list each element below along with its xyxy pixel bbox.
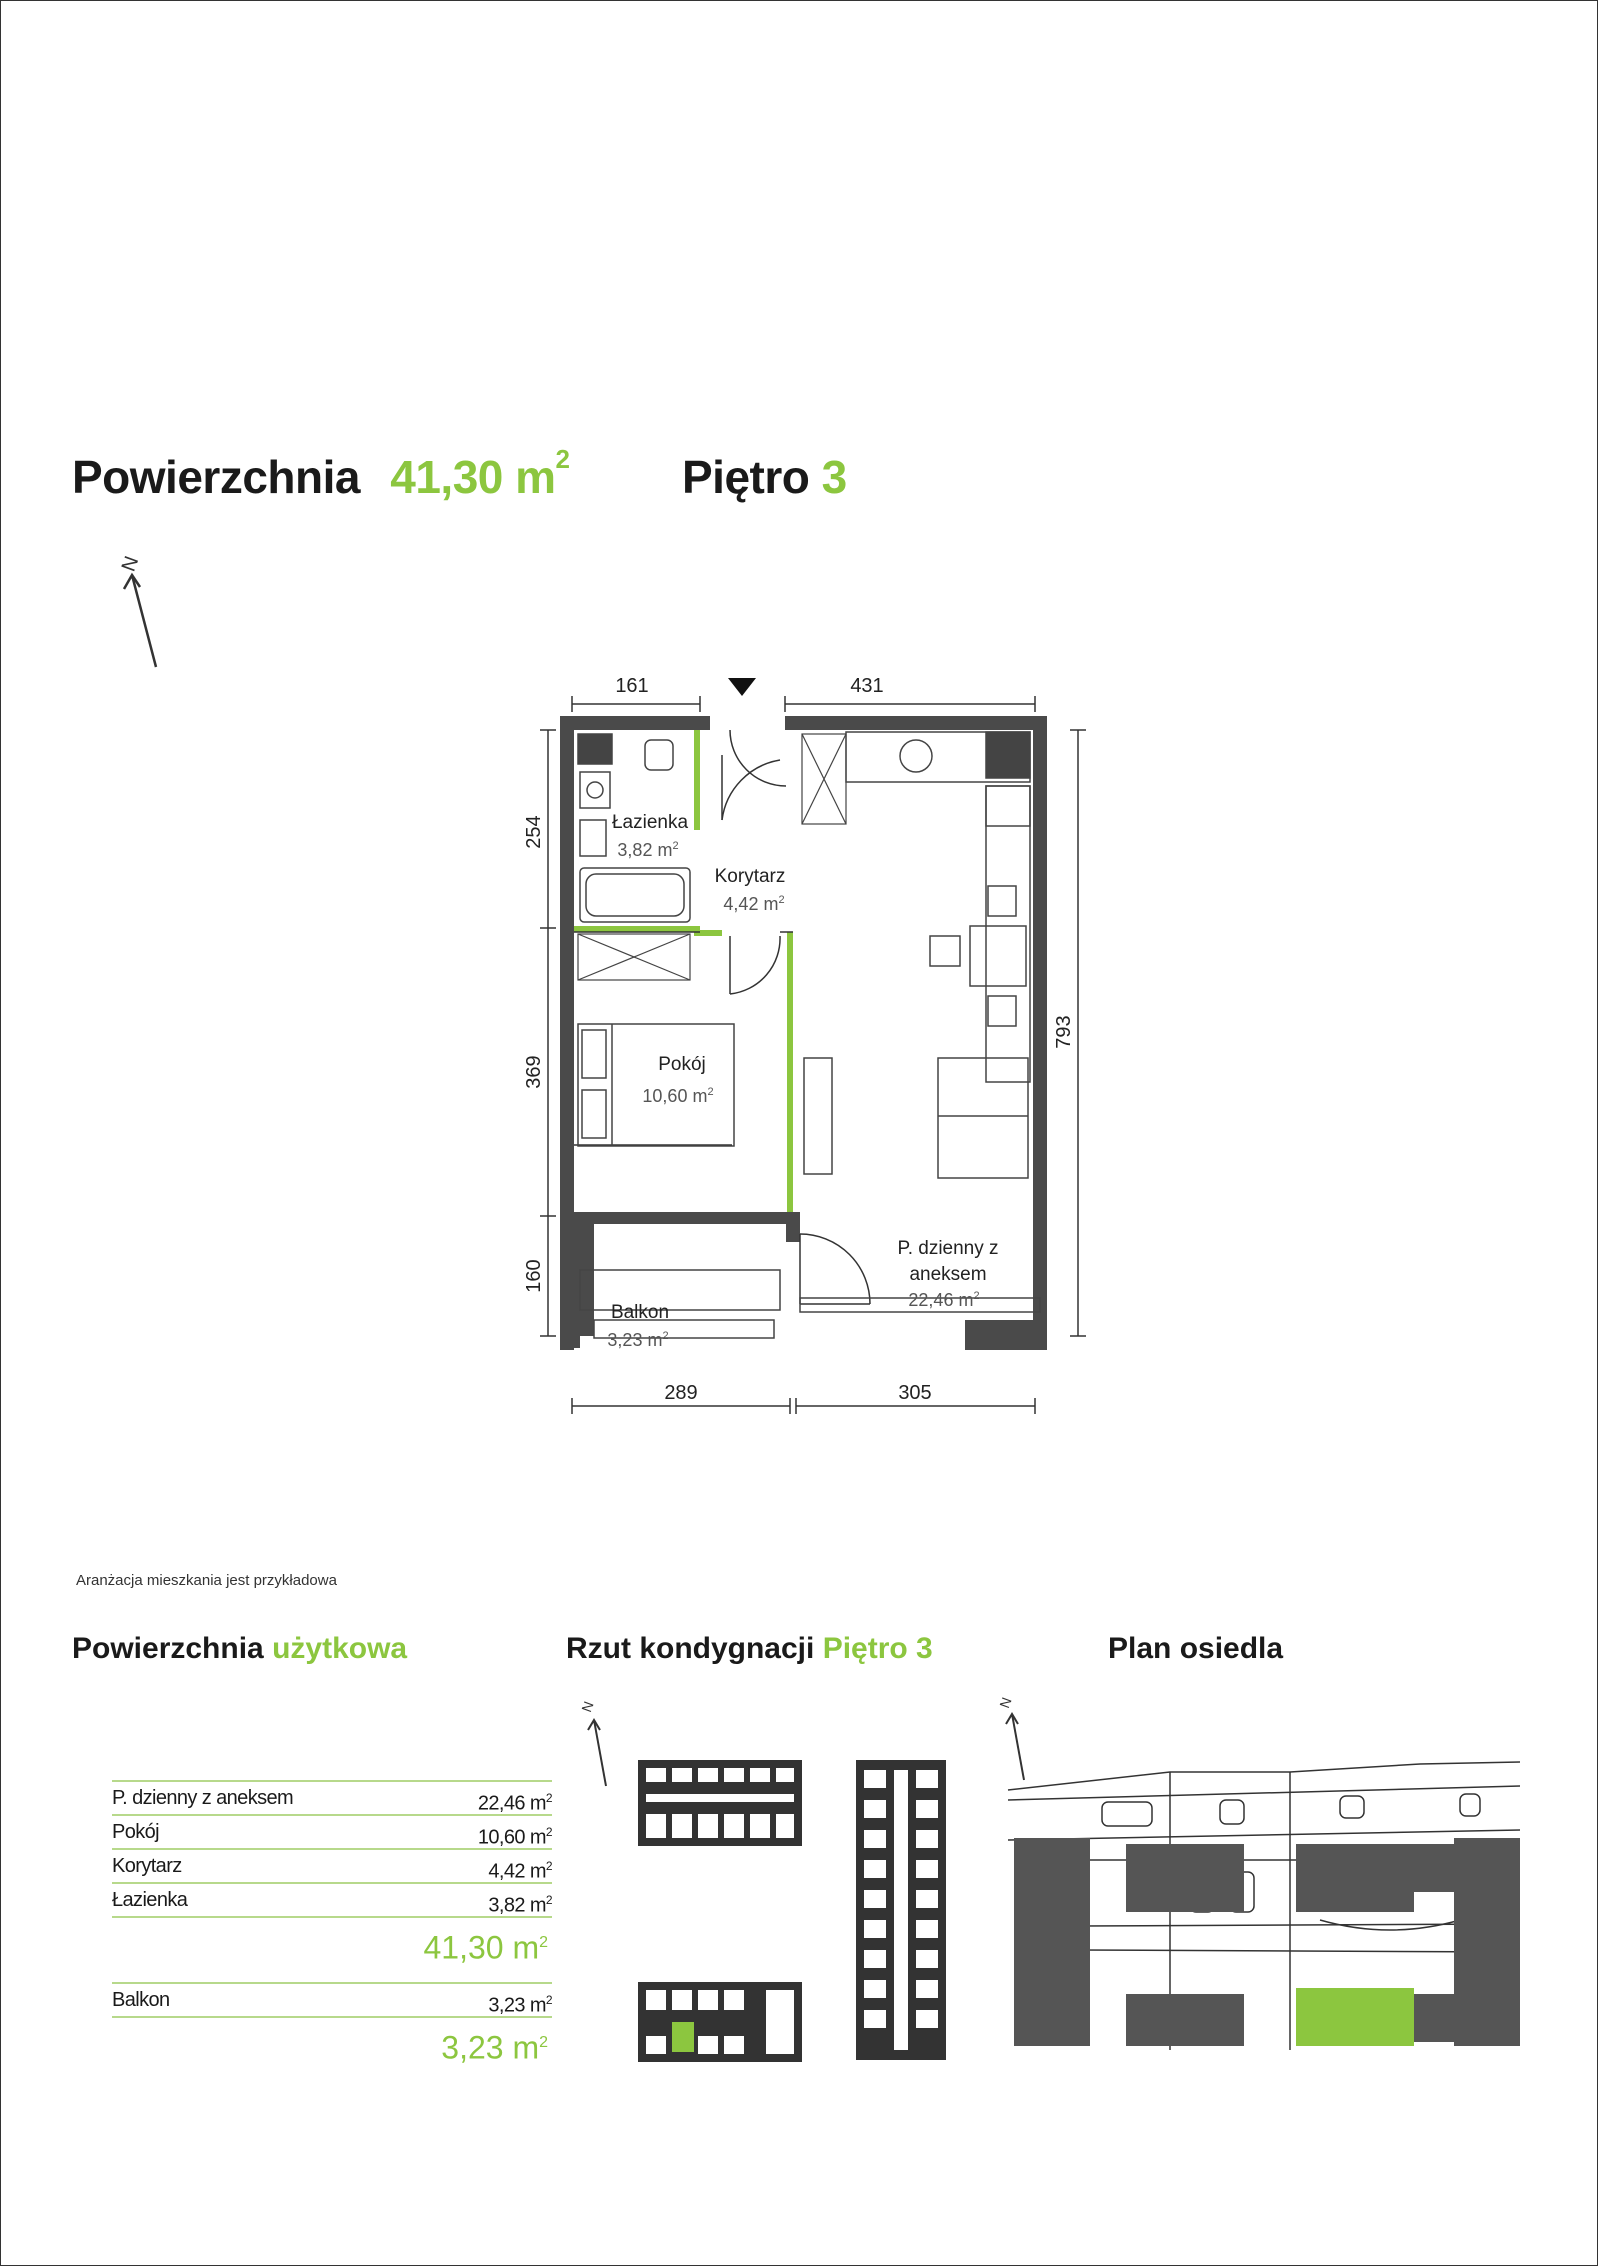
dim-left-2: 369: [523, 1055, 545, 1089]
table-row: Korytarz 4,42 $m^2$: [112, 1848, 552, 1882]
north-arrow-site-icon: [996, 1695, 1024, 1780]
floor-key-plan: [570, 1690, 970, 2070]
svg-text:N: N: [996, 1695, 1015, 1711]
table-row: P. dzienny z aneksem 22,46 $m^2$: [112, 1780, 552, 1814]
table-row: Łazienka 3,82 $m^2$: [112, 1882, 552, 1916]
room-label-bedroom: Pokój: [658, 1054, 706, 1075]
dim-top-right: 431: [850, 675, 884, 697]
usable-area-heading: Powierzchnia użytkowa: [72, 1632, 408, 1665]
usable-area-table: [112, 1780, 552, 2072]
floor-label: Piętro: [682, 451, 810, 503]
extra-area-total: 3,23 $m^2$: [112, 2016, 552, 2072]
dim-top-left: 161: [615, 675, 649, 697]
north-arrow-icon: [110, 545, 170, 675]
dim-left-3: 160: [523, 1259, 545, 1293]
building-highlight: [1296, 1988, 1414, 2046]
svg-text:N: N: [578, 1699, 597, 1715]
dim-bottom-right: 305: [898, 1382, 932, 1404]
room-area-bedroom: 10,60 $m^2$: [642, 1086, 714, 1106]
dim-right: 793: [1053, 1015, 1075, 1049]
table-row: Balkon 3,23 $m^2$: [112, 1982, 552, 2016]
room-area-bathroom: 3,82 $m^2$: [617, 840, 679, 860]
site-plan-heading: Plan osiedla: [1108, 1632, 1284, 1665]
room-area-living: 22,46 $m^2$: [908, 1290, 980, 1310]
dim-left-1: 254: [523, 815, 545, 849]
apartment-highlight: [672, 2022, 694, 2052]
room-area-corridor: 4,42 $m^2$: [723, 894, 785, 914]
north-label: N: [117, 553, 144, 575]
room-label-corridor: Korytarz: [714, 866, 786, 887]
area-heading: [72, 444, 570, 504]
disclaimer: Aranżacja mieszkania jest przykładowa: [76, 1572, 337, 1589]
floor-heading: [682, 450, 847, 504]
area-label: Powierzchnia: [72, 451, 360, 503]
room-label-living-2: aneksem: [909, 1264, 987, 1285]
dim-bottom-left: 289: [664, 1382, 698, 1404]
apartment-floor-plan: [500, 660, 1120, 1430]
entrance-marker-icon: [728, 678, 756, 696]
floor-plan-heading: Rzut kondygnacji Piętro 3: [566, 1632, 933, 1665]
usable-area-total: 41,30 $m^2$: [112, 1916, 552, 1972]
area-value: 41,30 $m^2$: [390, 444, 570, 503]
site-plan-map: [990, 1690, 1530, 2070]
north-arrow-small-icon: [578, 1699, 606, 1786]
room-label-bathroom: Łazienka: [611, 812, 689, 833]
room-label-balcony: Balkon: [610, 1302, 670, 1323]
room-area-balcony: 3,23 $m^2$: [607, 1330, 669, 1350]
table-row: Pokój 10,60 $m^2$: [112, 1814, 552, 1848]
room-label-living-1: P. dzienny z: [897, 1238, 999, 1259]
floor-value: 3: [821, 451, 847, 503]
